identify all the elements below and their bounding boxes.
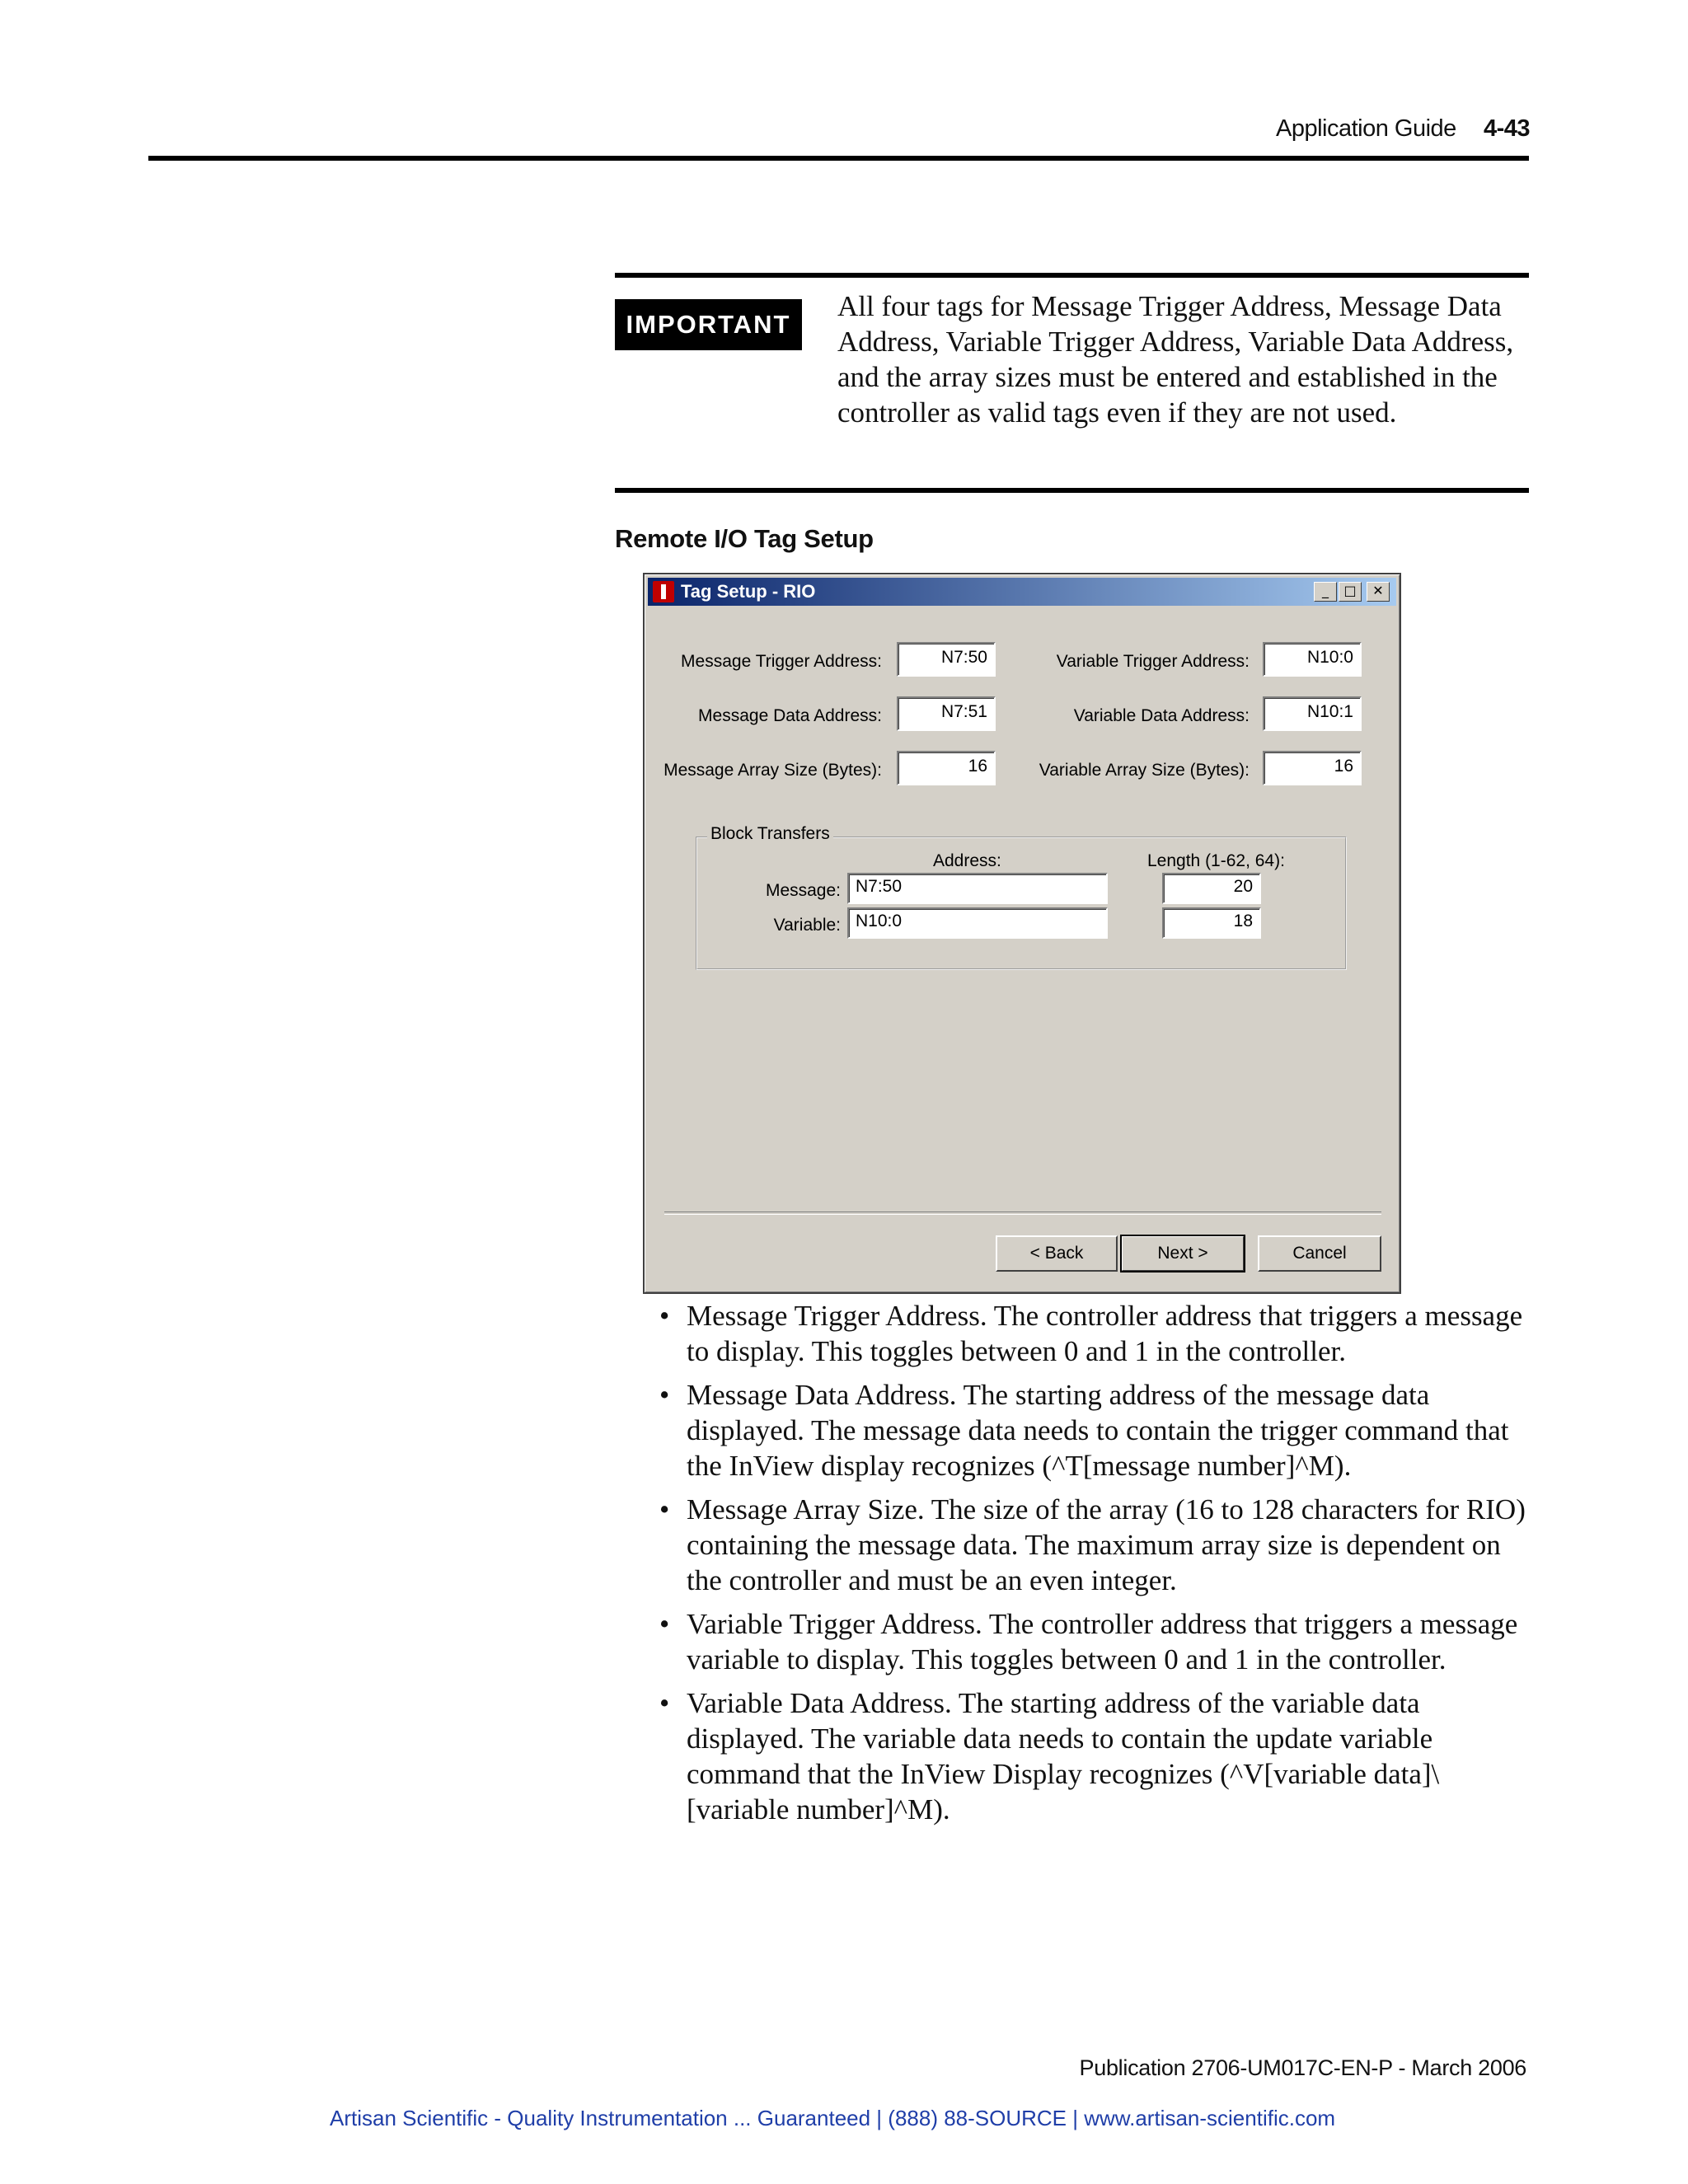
list-item: • Variable Data Address. The starting address of the variable data displayed. The variable data needs to contain the update variable command that the InView Display recognizes (^V[variable data]\[variable number]^M). — [659, 1685, 1537, 1827]
list-item: • Message Array Size. The size of the array (16 to 128 characters for RIO) containing the message data. The maximum array size is dependent on the controller and must be an even integer. — [659, 1492, 1537, 1598]
length-column-header: Length (1-62, 64): — [1147, 851, 1285, 870]
block-variable-address-input[interactable]: N10:0 — [847, 907, 1108, 939]
list-item: • Message Data Address. The starting address of the message data displayed. The message data needs to contain the trigger command that the InView display recognizes (^T[message number]^M). — [659, 1377, 1537, 1483]
variable-data-input[interactable]: N10:1 — [1263, 696, 1362, 731]
block-variable-length-input[interactable]: 18 — [1162, 907, 1261, 939]
next-button[interactable]: Next > — [1121, 1235, 1245, 1272]
dialog-separator — [664, 1212, 1381, 1215]
list-item: • Variable Trigger Address. The controller address that triggers a message variable to display. This toggles between 0 and 1 in the controller. — [659, 1606, 1537, 1677]
cancel-button[interactable]: Cancel — [1258, 1235, 1381, 1272]
field-description-list — [659, 1298, 1537, 1835]
message-data-label: Message Data Address: — [698, 706, 882, 725]
message-trigger-label: Message Trigger Address: — [681, 652, 882, 671]
important-text: All four tags for Message Trigger Address, Message Data Address, Variable Trigger Address, Variable Data Address, and the array sizes must be entered and established in the controller as valid tags even if they are not used. — [837, 290, 1514, 429]
dialog-title: Tag Setup - RIO — [681, 581, 816, 602]
artisan-footer: Artisan Scientific - Quality Instrumentation ... Guaranteed | (888) 88-SOURCE | www.artisan-scientific.com — [330, 2106, 1336, 2130]
block-message-address-input[interactable]: N7:50 — [847, 873, 1108, 904]
tag-setup-dialog — [643, 573, 1401, 1294]
minimize-button[interactable]: _ — [1314, 582, 1337, 602]
close-button[interactable]: ✕ — [1367, 582, 1390, 602]
block-transfers-legend: Block Transfers — [707, 824, 833, 844]
important-top-rule — [615, 273, 1529, 278]
variable-array-size-input[interactable]: 16 — [1263, 751, 1362, 785]
block-message-label: Message: — [765, 881, 841, 900]
header-rule — [148, 156, 1529, 161]
list-item: • Message Trigger Address. The controller address that triggers a message to display. This toggles between 0 and 1 in the controller. — [659, 1298, 1537, 1369]
variable-trigger-label: Variable Trigger Address: — [1056, 652, 1250, 671]
dialog-titlebar — [648, 578, 1396, 606]
variable-data-label: Variable Data Address: — [1073, 706, 1250, 725]
app-icon — [653, 581, 674, 602]
message-array-size-input[interactable]: 16 — [897, 751, 996, 785]
important-bottom-rule — [615, 488, 1529, 493]
message-trigger-input[interactable]: N7:50 — [897, 642, 996, 677]
block-message-length-input[interactable]: 20 — [1162, 873, 1261, 904]
back-button[interactable]: < Back — [996, 1235, 1118, 1272]
variable-array-size-label: Variable Array Size (Bytes): — [1039, 761, 1250, 780]
address-column-header: Address: — [933, 851, 1001, 870]
variable-trigger-input[interactable]: N10:0 — [1263, 642, 1362, 677]
publication-footer: Publication 2706-UM017C-EN-P - March 2006 — [1079, 2055, 1526, 2080]
maximize-button[interactable]: □ — [1339, 582, 1362, 602]
page-number: 4-43 — [1484, 115, 1531, 142]
important-badge: IMPORTANT — [615, 299, 802, 350]
message-data-input[interactable]: N7:51 — [897, 696, 996, 731]
section-heading: Remote I/O Tag Setup — [615, 524, 874, 553]
block-variable-label: Variable: — [773, 916, 841, 935]
header-guide-title: Application Guide — [1276, 115, 1456, 142]
message-array-size-label: Message Array Size (Bytes): — [663, 761, 882, 780]
